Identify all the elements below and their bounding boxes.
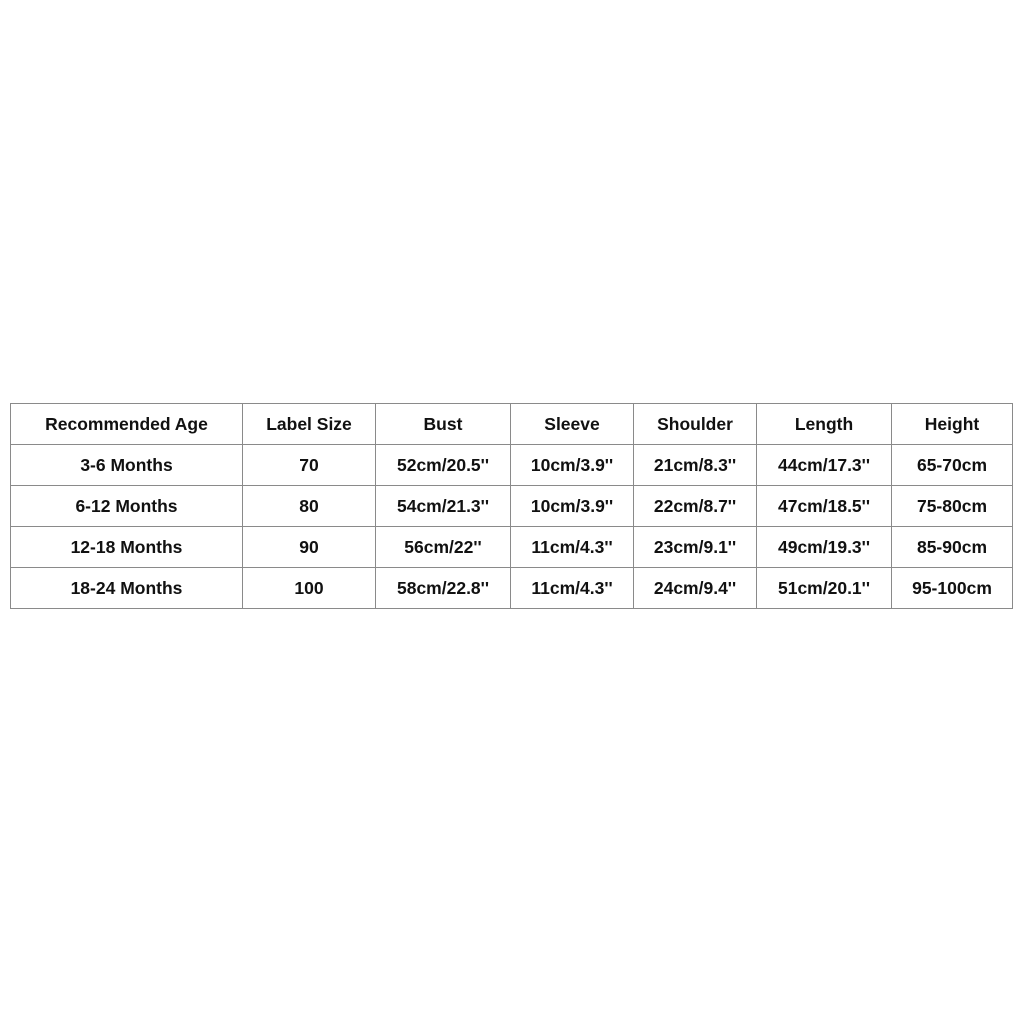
cell-label-size: 90 [243,527,376,568]
cell-recommended-age: 6-12 Months [11,486,243,527]
header-row [11,404,1013,445]
cell-shoulder: 24cm/9.4'' [634,568,757,609]
cell-recommended-age: 3-6 Months [11,445,243,486]
table-row [11,486,1013,527]
cell-length: 51cm/20.1'' [757,568,892,609]
cell-bust: 56cm/22'' [376,527,511,568]
header-recommended-age: Recommended Age [11,404,243,445]
cell-bust: 54cm/21.3'' [376,486,511,527]
table-row [11,445,1013,486]
cell-shoulder: 22cm/8.7'' [634,486,757,527]
header-length: Length [757,404,892,445]
cell-bust: 58cm/22.8'' [376,568,511,609]
cell-label-size: 80 [243,486,376,527]
size-chart-table [10,403,1013,609]
cell-recommended-age: 12-18 Months [11,527,243,568]
cell-label-size: 100 [243,568,376,609]
cell-shoulder: 21cm/8.3'' [634,445,757,486]
cell-length: 44cm/17.3'' [757,445,892,486]
cell-label-size: 70 [243,445,376,486]
cell-sleeve: 11cm/4.3'' [511,527,634,568]
cell-bust: 52cm/20.5'' [376,445,511,486]
header-shoulder: Shoulder [634,404,757,445]
cell-sleeve: 11cm/4.3'' [511,568,634,609]
cell-height: 85-90cm [892,527,1013,568]
cell-sleeve: 10cm/3.9'' [511,486,634,527]
header-label-size: Label Size [243,404,376,445]
cell-shoulder: 23cm/9.1'' [634,527,757,568]
cell-height: 95-100cm [892,568,1013,609]
cell-height: 65-70cm [892,445,1013,486]
cell-height: 75-80cm [892,486,1013,527]
table-row [11,568,1013,609]
cell-recommended-age: 18-24 Months [11,568,243,609]
cell-length: 49cm/19.3'' [757,527,892,568]
cell-length: 47cm/18.5'' [757,486,892,527]
header-sleeve: Sleeve [511,404,634,445]
cell-sleeve: 10cm/3.9'' [511,445,634,486]
header-height: Height [892,404,1013,445]
table-row [11,527,1013,568]
header-bust: Bust [376,404,511,445]
